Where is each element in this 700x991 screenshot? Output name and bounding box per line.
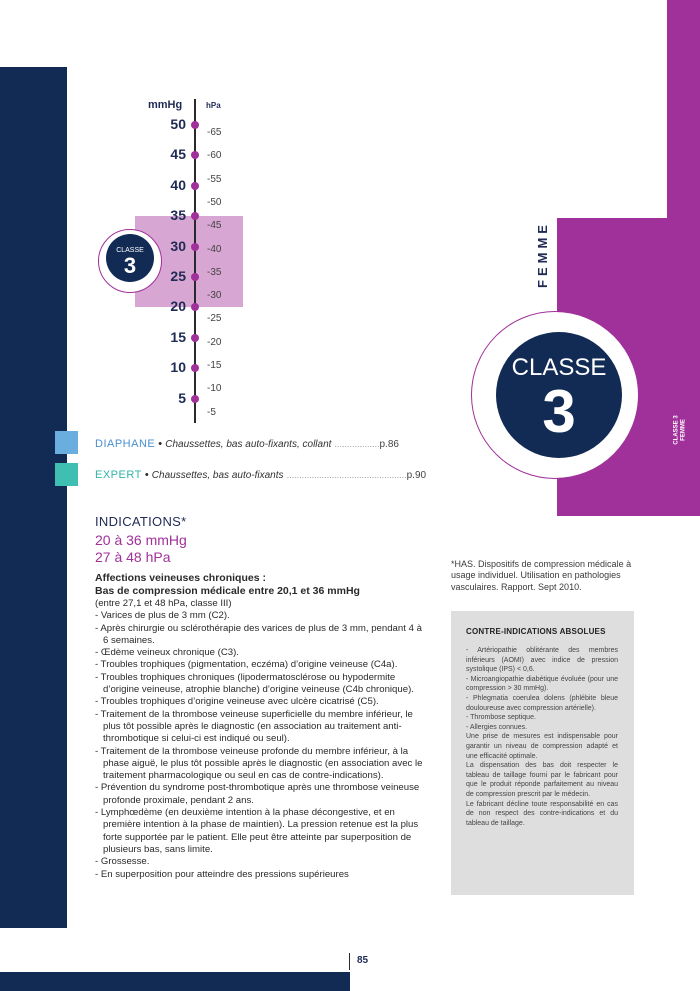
class-badge-number: 3 xyxy=(542,378,576,445)
contra-line: - Phlegmatia coerulea dolens (phlébite bleue douloureuse avec compression artérielle). xyxy=(466,694,618,712)
indication-item: - Troubles trophiques (pigmentation, eczéma) d’origine veineuse (C4a). xyxy=(95,659,398,671)
hpa-tick-label: -55 xyxy=(207,173,222,185)
bottom-navy-band xyxy=(0,972,350,991)
hpa-tick-label: -40 xyxy=(207,243,222,255)
indication-item: - Après chirurgie ou sclérothérapie des varices de plus de 3 mm, pendant 4 à 6 semaines. xyxy=(95,622,422,646)
pressure-scale-axis xyxy=(194,99,196,423)
side-tag-line2: FEMME xyxy=(681,419,687,441)
contra-indications-title: CONTRE-INDICATIONS ABSOLUES xyxy=(466,627,606,636)
side-section-tag xyxy=(664,405,698,455)
product-line-diaphane[interactable] xyxy=(95,438,399,450)
hpa-tick-label: -35 xyxy=(207,266,222,278)
indication-item: - Œdème veineux chronique (C3). xyxy=(95,647,239,659)
product-description: Chaussettes, bas auto-fixants, collant xyxy=(165,439,332,450)
indication-item: - Prévention du syndrome post-thrombotique après une thrombose veineuse profonde proximale, pendant 2 ans. xyxy=(95,782,420,806)
product-description: Chaussettes, bas auto-fixants xyxy=(151,470,284,481)
side-tag-line1: CLASSE 3 xyxy=(674,415,680,445)
page-number-rule xyxy=(349,953,350,970)
indication-item: - Varices de plus de 3 mm (C2). xyxy=(95,610,230,622)
scale-tick-dot xyxy=(191,121,199,129)
mmhg-tick-label: 20 xyxy=(170,298,186,315)
product-page-ref: p.90 xyxy=(406,470,427,481)
mmhg-tick-label: 35 xyxy=(170,207,186,224)
scale-tick-dot xyxy=(191,303,199,311)
femme-vertical-label: FEMME xyxy=(534,220,550,288)
indication-item: - Troubles trophiques chroniques (lipodermatosclérose ou hypodermite d’origine veineuse, atrophie blanche) d’origine veineuse (C4b chronique). xyxy=(95,671,414,696)
dot-leader: ................................................ xyxy=(286,470,407,480)
indication-item: - Traitement de la thrombose veineuse profonde du membre inférieur, à la phase aiguë, le plus tôt possible après le diagnostic (en association avec le traitement pharmacologique ou seul en cas de contre-indications). xyxy=(95,745,423,782)
indications-body xyxy=(95,572,425,881)
hpa-tick-label: -15 xyxy=(207,360,222,371)
contra-line: - Microangiopathie diabétique évoluée (pour une compression > 30 mmHg). xyxy=(466,675,618,693)
contra-indications-body xyxy=(466,646,618,828)
indications-subheading-bold: Bas de compression médicale entre 20,1 et 36 mmHg xyxy=(95,585,360,597)
scale-tick-dot xyxy=(191,334,199,342)
small-class-badge-number: 3 xyxy=(123,253,137,278)
diaphane-swatch xyxy=(55,431,78,454)
contra-line: Le fabricant décline toute responsabilité en cas de non respect des contre-indications et du tableau de taillage. xyxy=(466,800,618,827)
contra-line: - Thrombose septique. xyxy=(466,714,536,722)
hpa-tick-label: -60 xyxy=(207,150,222,162)
small-class-badge-label: CLASSE xyxy=(116,247,144,254)
indications-heading: Affections veineuses chroniques : xyxy=(95,572,266,584)
indications-title: INDICATIONS* xyxy=(95,514,187,529)
product-line-expert[interactable] xyxy=(95,469,426,481)
scale-unit-hpa: hPa xyxy=(206,101,221,110)
indication-item: - Traitement de la thrombose veineuse superficielle du membre inférieur, le plus tôt possible après le diagnostic (en association au traitement anti-thrombotique si celui-ci est indiqué ou seul). xyxy=(95,708,413,745)
hpa-tick-label: -65 xyxy=(207,127,222,138)
indication-item: - Grossesse. xyxy=(95,856,150,868)
dot-leader: .................. xyxy=(334,439,380,449)
hpa-tick-label: -20 xyxy=(207,336,222,348)
class-badge xyxy=(496,332,622,458)
scale-tick-dot xyxy=(191,182,199,190)
has-reference-note: *HAS. Dispositifs de compression médicale à usage individuel. Utilisation en pathologies vasculaires. Rapport. Sept 2010. xyxy=(451,559,632,592)
left-navy-band xyxy=(0,67,67,928)
product-separator: • xyxy=(155,438,166,450)
product-brand: DIAPHANE xyxy=(95,438,156,450)
class-badge-label: CLASSE xyxy=(511,354,607,381)
contra-line: Une prise de mesures est indispensable pour garantir un niveau de compression adapté et une efficacité optimale. xyxy=(466,733,618,760)
product-separator: • xyxy=(141,469,152,481)
mmhg-tick-label: 10 xyxy=(170,359,186,376)
scale-tick-dot xyxy=(191,243,199,251)
hpa-tick-label: -50 xyxy=(207,196,222,208)
indications-range-mmhg: 20 à 36 mmHg xyxy=(95,532,187,548)
mmhg-tick-label: 5 xyxy=(178,389,186,406)
hpa-tick-label: -10 xyxy=(207,383,222,395)
expert-swatch xyxy=(55,463,78,486)
product-page-ref: p.86 xyxy=(379,439,399,450)
indication-item: - En superposition pour atteindre des pressions supérieures xyxy=(95,868,349,880)
scale-unit-mmhg: mmHg xyxy=(148,99,183,111)
small-class-badge xyxy=(106,234,154,282)
mmhg-tick-label: 30 xyxy=(170,237,186,254)
indication-item: - Troubles trophiques d’origine veineuse avec ulcère cicatrisé (C5). xyxy=(95,696,379,708)
scale-tick-dot xyxy=(191,151,199,159)
page-number: 85 xyxy=(357,955,369,966)
contra-line: - Artériopathie oblitérante des membres inférieurs (AOMI) avec indice de pression systolique (IPS) < 0,6. xyxy=(466,647,618,674)
hpa-tick-label: -25 xyxy=(207,313,222,325)
indications-range-hpa: 27 à 48 hPa xyxy=(95,549,171,565)
mmhg-tick-label: 50 xyxy=(170,116,186,132)
scale-tick-dot xyxy=(191,395,199,403)
indication-item: - Lymphœdème (en deuxième intention à la phase décongestive, et en première intention à la phase de maintien). La pression retenue est la plus forte supportée par le patient. Elle peut être atteinte par superposition de plusieurs bas, sans limite. xyxy=(95,807,419,855)
mmhg-tick-label: 25 xyxy=(170,268,186,284)
contra-indications-box xyxy=(451,611,634,895)
hpa-tick-label: -5 xyxy=(207,406,216,418)
mmhg-tick-label: 15 xyxy=(170,328,186,345)
scale-tick-dot xyxy=(191,273,199,281)
mmhg-tick-label: 40 xyxy=(170,176,186,193)
product-brand: EXPERT xyxy=(95,469,142,481)
contra-line: La dispensation des bas doit respecter le tableau de taillage fourni par le fabricant pour que le produit réponde parfaitement au niveau de compression prescrit par le médecin. xyxy=(466,762,618,798)
hpa-tick-label: -45 xyxy=(207,220,222,232)
mmhg-tick-label: 45 xyxy=(170,146,186,163)
indications-subheading: (entre 27,1 et 48 hPa, classe III) xyxy=(95,598,232,609)
scale-tick-dot xyxy=(191,364,199,372)
hpa-tick-label: -30 xyxy=(207,290,222,302)
contra-line: - Allergies connues. xyxy=(466,723,528,731)
